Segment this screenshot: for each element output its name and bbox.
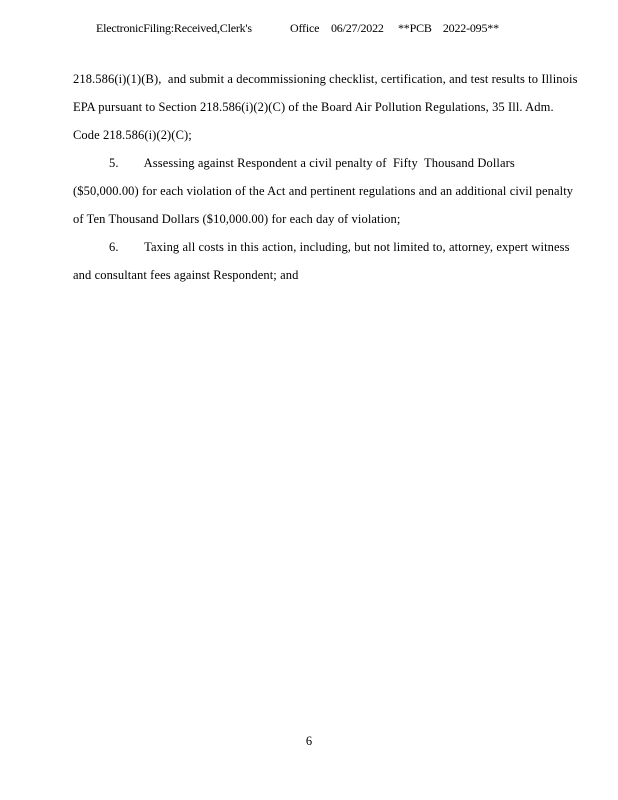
body-line-2: EPA pursuant to Section 218.586(i)(2)(C) of the Board Air Pollution Regulations, 35 Ill. Adm. — [73, 100, 554, 114]
paragraph-6-line-1: 6. Taxing all costs in this action, including, but not limited to, attorney, expert witness — [109, 240, 570, 254]
paragraph-6-line-2: and consultant fees against Respondent; and — [73, 268, 299, 282]
paragraph-5-line-2: ($50,000.00) for each violation of the Act and pertinent regulations and an additional civil penalty — [73, 184, 574, 198]
paragraph-5-line-3: of Ten Thousand Dollars ($10,000.00) for each day of violation; — [73, 212, 401, 226]
filing-office: Office — [290, 21, 320, 35]
filing-stamp: ElectronicFiling:Received,Clerk's — [96, 21, 252, 35]
docket-number: **PCB 2022-095** — [398, 21, 499, 35]
filing-date: 06/27/2022 — [331, 21, 384, 35]
page-number: 6 — [305, 734, 313, 748]
body-line-1: 218.586(i)(1)(B), and submit a decommissioning checklist, certification, and test results to Illinois — [73, 72, 578, 86]
body-line-3: Code 218.586(i)(2)(C); — [73, 128, 192, 142]
paragraph-5-line-1: 5. Assessing against Respondent a civil penalty of Fifty Thousand Dollars — [109, 156, 515, 170]
